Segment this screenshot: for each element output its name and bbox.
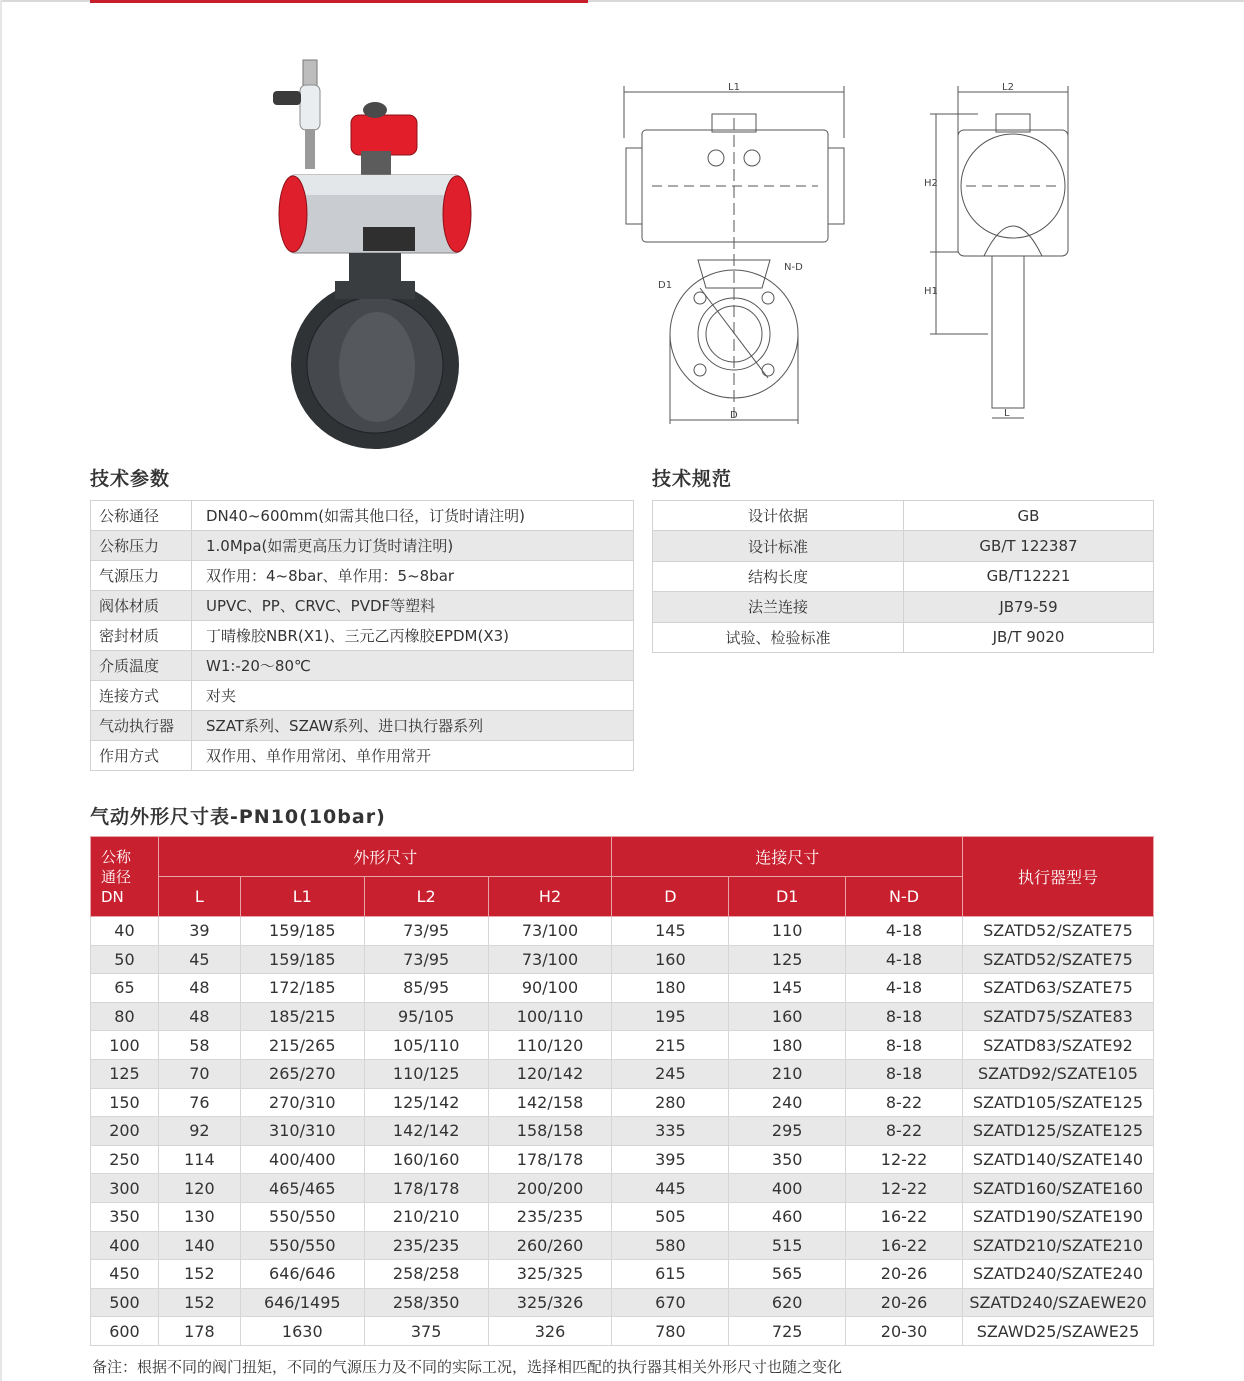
label-N-D: N-D	[784, 262, 803, 273]
cell-L2: 95/105	[364, 1002, 488, 1031]
cell-dn: 125	[91, 1059, 159, 1088]
cell-N-D: 8-22	[846, 1088, 963, 1117]
cell-L2: 375	[364, 1317, 488, 1346]
cell-D: 505	[612, 1202, 729, 1231]
header-col-D1: D1	[729, 877, 846, 917]
cell-D: 580	[612, 1231, 729, 1260]
cell-D1: 515	[729, 1231, 846, 1260]
header-col-D: D	[612, 877, 729, 917]
cell-H2: 260/260	[488, 1231, 612, 1260]
cell-H2: 325/325	[488, 1260, 612, 1289]
cell-N-D: 8-18	[846, 1059, 963, 1088]
table-row	[91, 974, 1154, 1003]
cell-L1: 400/400	[240, 1145, 364, 1174]
header-col-N-D: N-D	[846, 877, 963, 917]
cell-actuator-model: SZATD63/SZATE75	[962, 974, 1153, 1003]
cell-L2: 258/350	[364, 1288, 488, 1317]
cell-L1: 215/265	[240, 1031, 364, 1060]
table-row	[91, 1260, 1154, 1289]
cell-D: 215	[612, 1031, 729, 1060]
cell-D1: 460	[729, 1202, 846, 1231]
cell-D1: 565	[729, 1260, 846, 1289]
table-row	[91, 1088, 1154, 1117]
tech-params-row	[91, 741, 634, 771]
cell-L: 48	[158, 1002, 240, 1031]
cell-D: 245	[612, 1059, 729, 1088]
table-row	[91, 1317, 1154, 1346]
cell-dn: 350	[91, 1202, 159, 1231]
tech-params-row	[91, 651, 634, 681]
top-accent-bar	[90, 0, 588, 3]
tech-params-row	[91, 621, 634, 651]
cell-D1: 295	[729, 1117, 846, 1146]
cell-L1: 265/270	[240, 1059, 364, 1088]
tech-specs-row	[653, 501, 1154, 531]
cell-D: 445	[612, 1174, 729, 1203]
cell-L2: 142/142	[364, 1117, 488, 1146]
param-value: 双作用、单作用常闭、单作用常开	[192, 741, 634, 771]
tech-params-row	[91, 681, 634, 711]
cell-H2: 158/158	[488, 1117, 612, 1146]
cell-D1: 145	[729, 974, 846, 1003]
cell-H2: 110/120	[488, 1031, 612, 1060]
label-D1: D1	[658, 280, 673, 291]
cell-N-D: 12-22	[846, 1174, 963, 1203]
cell-H2: 120/142	[488, 1059, 612, 1088]
param-value: 对夹	[192, 681, 634, 711]
label-D: D	[730, 410, 738, 421]
tech-params-row	[91, 711, 634, 741]
cell-L2: 235/235	[364, 1231, 488, 1260]
footnote: 备注：根据不同的阀门扭矩，不同的气源压力及不同的实际工况，选择相匹配的执行器其相关外形尺寸也随之变化	[92, 1358, 843, 1376]
tech-params-row	[91, 501, 634, 531]
tech-params-table	[90, 500, 634, 771]
header-actuator-model: 执行器型号	[962, 837, 1153, 917]
cell-dn: 50	[91, 945, 159, 974]
cell-N-D: 16-22	[846, 1202, 963, 1231]
cell-L1: 1630	[240, 1317, 364, 1346]
table-row	[91, 917, 1154, 946]
cell-dn: 80	[91, 1002, 159, 1031]
table-row	[91, 945, 1154, 974]
param-key: 公称压力	[91, 531, 192, 561]
cell-N-D: 4-18	[846, 917, 963, 946]
param-key: 气动执行器	[91, 711, 192, 741]
cell-N-D: 8-18	[846, 1031, 963, 1060]
cell-D: 780	[612, 1317, 729, 1346]
tech-params-row	[91, 561, 634, 591]
cell-H2: 142/158	[488, 1088, 612, 1117]
table-row	[91, 1288, 1154, 1317]
cell-D: 145	[612, 917, 729, 946]
param-key: 连接方式	[91, 681, 192, 711]
param-key: 气源压力	[91, 561, 192, 591]
cell-L: 130	[158, 1202, 240, 1231]
cell-actuator-model: SZATD190/SZATE190	[962, 1202, 1153, 1231]
cell-L2: 210/210	[364, 1202, 488, 1231]
cell-D1: 240	[729, 1088, 846, 1117]
cell-D1: 725	[729, 1317, 846, 1346]
spec-value: JB/T 9020	[904, 622, 1154, 652]
cell-L: 39	[158, 917, 240, 946]
cell-dn: 300	[91, 1174, 159, 1203]
cell-L: 45	[158, 945, 240, 974]
cell-L1: 310/310	[240, 1117, 364, 1146]
front-view-drawing	[612, 78, 862, 428]
spec-value: GB/T 122387	[904, 531, 1154, 561]
cell-L: 92	[158, 1117, 240, 1146]
table-row	[91, 1117, 1154, 1146]
cell-actuator-model: SZATD140/SZATE140	[962, 1145, 1153, 1174]
side-view-drawing	[918, 78, 1086, 428]
table-row	[91, 1145, 1154, 1174]
cell-dn: 200	[91, 1117, 159, 1146]
cell-L2: 85/95	[364, 974, 488, 1003]
tech-params-title: 技术参数	[90, 468, 171, 490]
table-row	[91, 1059, 1154, 1088]
cell-L2: 73/95	[364, 917, 488, 946]
param-value: 1.0Mpa(如需更高压力订货时请注明)	[192, 531, 634, 561]
cell-dn: 500	[91, 1288, 159, 1317]
label-L1: L1	[728, 82, 740, 93]
param-value: DN40~600mm(如需其他口径，订货时请注明)	[192, 501, 634, 531]
cell-D: 195	[612, 1002, 729, 1031]
cell-L1: 185/215	[240, 1002, 364, 1031]
cell-L2: 110/125	[364, 1059, 488, 1088]
cell-L: 140	[158, 1231, 240, 1260]
cell-H2: 73/100	[488, 945, 612, 974]
cell-L2: 258/258	[364, 1260, 488, 1289]
spec-key: 法兰连接	[653, 592, 904, 622]
cell-H2: 90/100	[488, 974, 612, 1003]
cell-L2: 178/178	[364, 1174, 488, 1203]
valve-product-image	[265, 55, 475, 450]
param-value: UPVC、PP、CRVC、PVDF等塑料	[192, 591, 634, 621]
cell-H2: 73/100	[488, 917, 612, 946]
param-key: 公称通径	[91, 501, 192, 531]
cell-D1: 620	[729, 1288, 846, 1317]
tech-params-row	[91, 531, 634, 561]
cell-actuator-model: SZATD105/SZATE125	[962, 1088, 1153, 1117]
cell-actuator-model: SZATD160/SZATE160	[962, 1174, 1153, 1203]
cell-actuator-model: SZATD83/SZATE92	[962, 1031, 1153, 1060]
header-col-H2: H2	[488, 877, 612, 917]
param-key: 介质温度	[91, 651, 192, 681]
tech-specs-title: 技术规范	[652, 468, 733, 490]
cell-L1: 550/550	[240, 1231, 364, 1260]
tech-specs-row	[653, 622, 1154, 652]
label-H2: H2	[924, 178, 938, 189]
cell-L1: 646/1495	[240, 1288, 364, 1317]
cell-H2: 325/326	[488, 1288, 612, 1317]
header-dn	[91, 837, 159, 917]
spec-key: 设计依据	[653, 501, 904, 531]
cell-L1: 646/646	[240, 1260, 364, 1289]
spec-key: 结构长度	[653, 561, 904, 591]
cell-L: 152	[158, 1288, 240, 1317]
param-value: 丁晴橡胶NBR(X1)、三元乙丙橡胶EPDM(X3)	[192, 621, 634, 651]
header-col-L2: L2	[364, 877, 488, 917]
cell-L: 48	[158, 974, 240, 1003]
spec-key: 试验、检验标准	[653, 622, 904, 652]
cell-N-D: 4-18	[846, 945, 963, 974]
cell-dn: 450	[91, 1260, 159, 1289]
cell-H2: 200/200	[488, 1174, 612, 1203]
cell-N-D: 8-22	[846, 1117, 963, 1146]
cell-L1: 172/185	[240, 974, 364, 1003]
cell-L: 76	[158, 1088, 240, 1117]
cell-N-D: 20-26	[846, 1260, 963, 1289]
cell-L2: 160/160	[364, 1145, 488, 1174]
cell-L: 70	[158, 1059, 240, 1088]
cell-actuator-model: SZATD240/SZAEWE20	[962, 1288, 1153, 1317]
cell-L: 178	[158, 1317, 240, 1346]
header-dn-line2: 通径	[101, 867, 132, 886]
label-L2: L2	[1002, 82, 1014, 93]
cell-D1: 400	[729, 1174, 846, 1203]
header-dn-line1: 公称	[101, 847, 132, 866]
cell-N-D: 20-26	[846, 1288, 963, 1317]
table-row	[91, 1174, 1154, 1203]
cell-L2: 73/95	[364, 945, 488, 974]
header-col-L: L	[158, 877, 240, 917]
param-key: 阀体材质	[91, 591, 192, 621]
cell-H2: 235/235	[488, 1202, 612, 1231]
dimension-table-title: 气动外形尺寸表-PN10(10bar)	[90, 806, 386, 828]
cell-actuator-model: SZATD52/SZATE75	[962, 917, 1153, 946]
cell-L: 120	[158, 1174, 240, 1203]
spec-value: GB/T12221	[904, 561, 1154, 591]
table-row	[91, 1231, 1154, 1260]
cell-actuator-model: SZATD210/SZATE210	[962, 1231, 1153, 1260]
cell-L2: 105/110	[364, 1031, 488, 1060]
cell-D: 335	[612, 1117, 729, 1146]
tech-params-row	[91, 591, 634, 621]
cell-N-D: 12-22	[846, 1145, 963, 1174]
cell-H2: 178/178	[488, 1145, 612, 1174]
cell-H2: 326	[488, 1317, 612, 1346]
cell-dn: 400	[91, 1231, 159, 1260]
cell-dn: 150	[91, 1088, 159, 1117]
cell-D: 160	[612, 945, 729, 974]
param-value: W1:-20～80℃	[192, 651, 634, 681]
cell-D1: 350	[729, 1145, 846, 1174]
header-dn-line3: DN	[101, 887, 124, 906]
cell-dn: 65	[91, 974, 159, 1003]
cell-D: 670	[612, 1288, 729, 1317]
cell-N-D: 16-22	[846, 1231, 963, 1260]
spec-value: GB	[904, 501, 1154, 531]
cell-actuator-model: SZATD75/SZATE83	[962, 1002, 1153, 1031]
cell-L2: 125/142	[364, 1088, 488, 1117]
cell-L: 58	[158, 1031, 240, 1060]
cell-L: 114	[158, 1145, 240, 1174]
cell-N-D: 4-18	[846, 974, 963, 1003]
param-value: SZAT系列、SZAW系列、进口执行器系列	[192, 711, 634, 741]
param-key: 密封材质	[91, 621, 192, 651]
cell-L1: 270/310	[240, 1088, 364, 1117]
cell-L1: 465/465	[240, 1174, 364, 1203]
cell-N-D: 8-18	[846, 1002, 963, 1031]
tech-specs-row	[653, 531, 1154, 561]
table-row	[91, 1002, 1154, 1031]
cell-actuator-model: SZATD92/SZATE105	[962, 1059, 1153, 1088]
tech-specs-row	[653, 592, 1154, 622]
cell-L1: 159/185	[240, 917, 364, 946]
header-outer-dimensions: 外形尺寸	[158, 837, 612, 877]
cell-D1: 110	[729, 917, 846, 946]
cell-actuator-model: SZATD52/SZATE75	[962, 945, 1153, 974]
param-key: 作用方式	[91, 741, 192, 771]
cell-D: 180	[612, 974, 729, 1003]
dimension-table	[90, 836, 1154, 1346]
cell-D: 280	[612, 1088, 729, 1117]
cell-H2: 100/110	[488, 1002, 612, 1031]
cell-D1: 160	[729, 1002, 846, 1031]
cell-D1: 210	[729, 1059, 846, 1088]
cell-dn: 40	[91, 917, 159, 946]
cell-actuator-model: SZATD125/SZATE125	[962, 1117, 1153, 1146]
cell-actuator-model: SZAWD25/SZAWE25	[962, 1317, 1153, 1346]
table-row	[91, 1031, 1154, 1060]
cell-L1: 159/185	[240, 945, 364, 974]
header-connection-dimensions: 连接尺寸	[612, 837, 962, 877]
cell-D: 395	[612, 1145, 729, 1174]
cell-N-D: 20-30	[846, 1317, 963, 1346]
cell-actuator-model: SZATD240/SZATE240	[962, 1260, 1153, 1289]
label-H1: H1	[924, 286, 938, 297]
tech-specs-table	[652, 500, 1154, 653]
cell-D1: 125	[729, 945, 846, 974]
spec-value: JB79-59	[904, 592, 1154, 622]
header-col-L1: L1	[240, 877, 364, 917]
cell-L: 152	[158, 1260, 240, 1289]
cell-D: 615	[612, 1260, 729, 1289]
cell-dn: 600	[91, 1317, 159, 1346]
label-L: L	[1004, 408, 1010, 419]
tech-specs-row	[653, 561, 1154, 591]
cell-dn: 250	[91, 1145, 159, 1174]
left-rule	[0, 0, 2, 1381]
cell-D1: 180	[729, 1031, 846, 1060]
cell-dn: 100	[91, 1031, 159, 1060]
spec-key: 设计标准	[653, 531, 904, 561]
param-value: 双作用：4~8bar、单作用：5~8bar	[192, 561, 634, 591]
table-row	[91, 1202, 1154, 1231]
cell-L1: 550/550	[240, 1202, 364, 1231]
